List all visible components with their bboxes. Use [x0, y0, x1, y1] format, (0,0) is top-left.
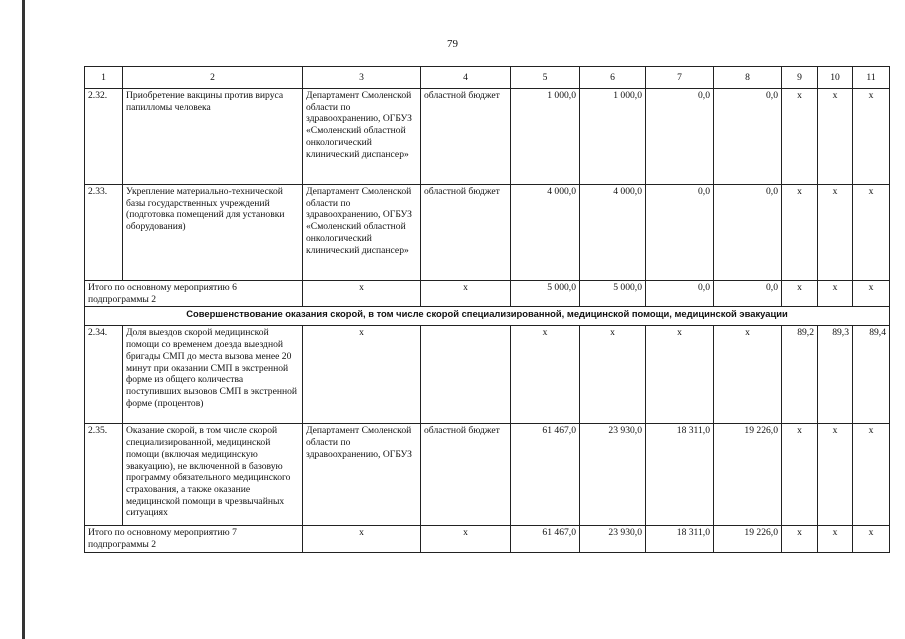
- subtotal-executor: х: [303, 281, 421, 307]
- row-source: областной бюджет: [421, 185, 511, 281]
- row-value-6: 1 000,0: [580, 89, 646, 185]
- section-title: Совершенствование оказания скорой, в том числе скорой специализированной, медицинской помощи, медицинской эвакуации: [85, 307, 890, 326]
- subtotal-source: х: [421, 281, 511, 307]
- section-row: [85, 307, 890, 326]
- row-value-5: 1 000,0: [511, 89, 580, 185]
- row-number: 2.35.: [85, 424, 123, 526]
- subtotal-value-9: х: [782, 526, 818, 552]
- subtotal-value-5: 61 467,0: [511, 526, 580, 552]
- row-value-7: х: [646, 326, 714, 424]
- subtotal-value-9: х: [782, 281, 818, 307]
- header-cell: 3: [303, 67, 421, 89]
- subtotal-value-7: 0,0: [646, 281, 714, 307]
- header-row: [85, 67, 890, 89]
- row-value-5: 61 467,0: [511, 424, 580, 526]
- row-source: [421, 326, 511, 424]
- header-cell: 11: [853, 67, 890, 89]
- subtotal-value-8: 0,0: [714, 281, 782, 307]
- subtotal-value-10: х: [818, 526, 853, 552]
- header-cell: 4: [421, 67, 511, 89]
- row-value-10: х: [818, 185, 853, 281]
- row-value-9: х: [782, 89, 818, 185]
- row-value-6: х: [580, 326, 646, 424]
- row-number: 2.34.: [85, 326, 123, 424]
- subtotal-value-5: 5 000,0: [511, 281, 580, 307]
- subtotal-value-10: х: [818, 281, 853, 307]
- subtotal-row: [85, 526, 890, 552]
- row-source: областной бюджет: [421, 424, 511, 526]
- row-number: 2.33.: [85, 185, 123, 281]
- subtotal-label: Итого по основному мероприятию 6 подпрограммы 2: [85, 281, 303, 307]
- measures-table: [84, 66, 890, 553]
- row-value-5: х: [511, 326, 580, 424]
- subtotal-row: [85, 281, 890, 307]
- row-value-10: х: [818, 424, 853, 526]
- row-executor: Департамент Смоленской области по здравоохранению, ОГБУЗ «Смоленский областной онкологический клинический диспансер»: [303, 185, 421, 281]
- row-executor: Департамент Смоленской области по здравоохранению, ОГБУЗ «Смоленский областной онкологический клинический диспансер»: [303, 89, 421, 185]
- table-row: [85, 424, 890, 526]
- row-number: 2.32.: [85, 89, 123, 185]
- row-executor: х: [303, 326, 421, 424]
- row-value-10: х: [818, 89, 853, 185]
- header-cell: 7: [646, 67, 714, 89]
- subtotal-label: Итого по основному мероприятию 7 подпрограммы 2: [85, 526, 303, 552]
- subtotal-value-11: х: [853, 281, 890, 307]
- row-value-11: х: [853, 185, 890, 281]
- row-value-6: 4 000,0: [580, 185, 646, 281]
- row-name: Оказание скорой, в том числе скорой специализированной, медицинской помощи (включая медицинскую эвакуацию), не включенной в базовую программу обязательного медицинского страхования, а также оказание медицинской помощи в чрезвычайных ситуациях: [123, 424, 303, 526]
- page-number: 79: [447, 38, 458, 50]
- table-row: [85, 326, 890, 424]
- subtotal-value-8: 19 226,0: [714, 526, 782, 552]
- row-value-9: х: [782, 424, 818, 526]
- header-cell: 2: [123, 67, 303, 89]
- header-cell: 5: [511, 67, 580, 89]
- row-value-11: х: [853, 89, 890, 185]
- row-value-6: 23 930,0: [580, 424, 646, 526]
- subtotal-value-7: 18 311,0: [646, 526, 714, 552]
- subtotal-value-6: 5 000,0: [580, 281, 646, 307]
- subtotal-value-11: х: [853, 526, 890, 552]
- row-value-8: 19 226,0: [714, 424, 782, 526]
- header-cell: 6: [580, 67, 646, 89]
- header-cell: 8: [714, 67, 782, 89]
- row-value-8: х: [714, 326, 782, 424]
- row-source: областной бюджет: [421, 89, 511, 185]
- row-value-9: х: [782, 185, 818, 281]
- row-value-11: х: [853, 424, 890, 526]
- row-executor: Департамент Смоленской области по здравоохранению, ОГБУЗ: [303, 424, 421, 526]
- row-value-8: 0,0: [714, 89, 782, 185]
- header-cell: 1: [85, 67, 123, 89]
- row-value-7: 18 311,0: [646, 424, 714, 526]
- row-value-9: 89,2: [782, 326, 818, 424]
- row-value-11: 89,4: [853, 326, 890, 424]
- row-value-7: 0,0: [646, 89, 714, 185]
- scan-left-edge: [22, 0, 25, 639]
- row-value-10: 89,3: [818, 326, 853, 424]
- row-value-5: 4 000,0: [511, 185, 580, 281]
- table-row: [85, 89, 890, 185]
- row-value-7: 0,0: [646, 185, 714, 281]
- subtotal-value-6: 23 930,0: [580, 526, 646, 552]
- subtotal-executor: х: [303, 526, 421, 552]
- row-value-8: 0,0: [714, 185, 782, 281]
- row-name: Приобретение вакцины против вируса папилломы человека: [123, 89, 303, 185]
- header-cell: 9: [782, 67, 818, 89]
- table-row: [85, 185, 890, 281]
- subtotal-source: х: [421, 526, 511, 552]
- row-name: Доля выездов скорой медицинской помощи со временем доезда выездной бригады СМП до места вызова менее 20 минут при оказании СМП в экстренной форме из общего количества поступивших вызовов СМП в экстренной форме (процентов): [123, 326, 303, 424]
- header-cell: 10: [818, 67, 853, 89]
- row-name: Укрепление материально-технической базы государственных учреждений (подготовка помещений для установки оборудования): [123, 185, 303, 281]
